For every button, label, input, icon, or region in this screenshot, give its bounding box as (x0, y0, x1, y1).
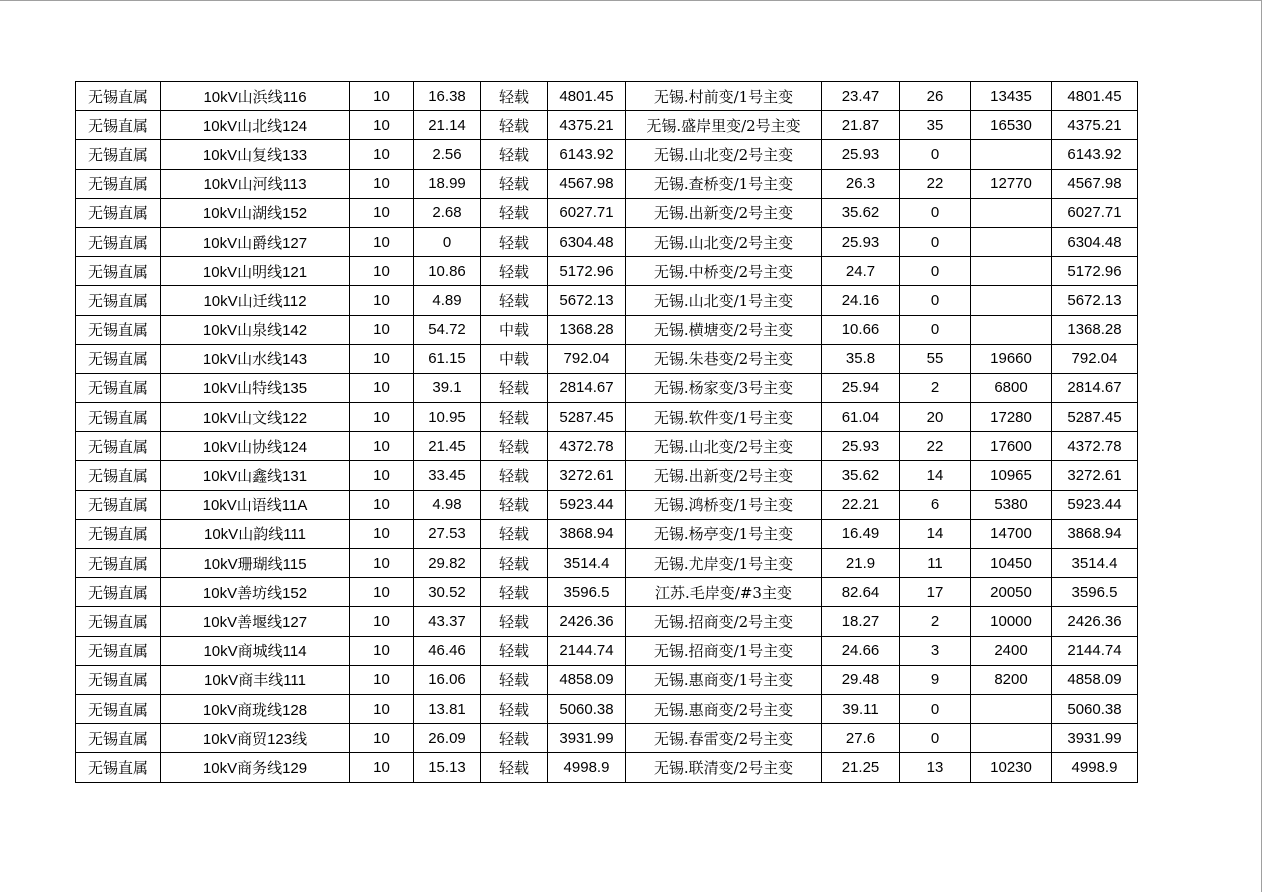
cell-unit: 无锡直属 (76, 519, 161, 548)
cell-count: 17 (900, 578, 971, 607)
cell-line-name: 10kV山协线124 (161, 432, 350, 461)
cell-capacity: 5172.96 (548, 257, 626, 286)
cell-load-rate: 2.56 (414, 140, 481, 169)
cell-load-rate: 21.45 (414, 432, 481, 461)
cell-transformer: 无锡.横塘变/2号主变 (626, 315, 822, 344)
cell-capacity: 3514.4 (548, 549, 626, 578)
cell-line-name: 10kV山北线124 (161, 111, 350, 140)
cell-capacity: 792.04 (548, 344, 626, 373)
cell-capacity: 4858.09 (548, 665, 626, 694)
cell-voltage: 10 (350, 753, 414, 782)
cell-transformer: 无锡.软件变/1号主变 (626, 403, 822, 432)
cell-voltage: 10 (350, 724, 414, 753)
cell-voltage: 10 (350, 578, 414, 607)
cell-transformer-rate: 61.04 (822, 403, 900, 432)
cell-line-name: 10kV山文线122 (161, 403, 350, 432)
cell-line-name: 10kV山鑫线131 (161, 461, 350, 490)
table-row (76, 665, 1138, 694)
cell-load-rate: 33.45 (414, 461, 481, 490)
cell-load-status: 轻载 (481, 227, 548, 256)
table-row (76, 490, 1138, 519)
cell-load-rate: 30.52 (414, 578, 481, 607)
cell-line-name: 10kV山湖线152 (161, 198, 350, 227)
cell-line-name: 10kV珊瑚线115 (161, 549, 350, 578)
cell-available: 2426.36 (1052, 607, 1138, 636)
cell-transformer: 无锡.惠商变/2号主变 (626, 694, 822, 723)
cell-total: 19660 (971, 344, 1052, 373)
cell-line-name: 10kV山浜线116 (161, 82, 350, 111)
cell-transformer-rate: 10.66 (822, 315, 900, 344)
cell-total: 8200 (971, 665, 1052, 694)
table-row (76, 373, 1138, 402)
cell-count: 14 (900, 519, 971, 548)
cell-load-rate: 21.14 (414, 111, 481, 140)
cell-load-status: 中载 (481, 344, 548, 373)
cell-transformer: 无锡.中桥变/2号主变 (626, 257, 822, 286)
cell-transformer: 无锡.山北变/2号主变 (626, 227, 822, 256)
cell-transformer: 无锡.杨家变/3号主变 (626, 373, 822, 402)
cell-voltage: 10 (350, 227, 414, 256)
cell-load-rate: 39.1 (414, 373, 481, 402)
cell-line-name: 10kV山韵线111 (161, 519, 350, 548)
cell-voltage: 10 (350, 257, 414, 286)
table-row (76, 344, 1138, 373)
cell-voltage: 10 (350, 490, 414, 519)
cell-voltage: 10 (350, 373, 414, 402)
cell-load-rate: 16.06 (414, 665, 481, 694)
cell-available: 5172.96 (1052, 257, 1138, 286)
cell-transformer: 无锡.查桥变/1号主变 (626, 169, 822, 198)
cell-transformer-rate: 21.25 (822, 753, 900, 782)
cell-total: 17600 (971, 432, 1052, 461)
cell-count: 0 (900, 257, 971, 286)
table-row (76, 140, 1138, 169)
cell-unit: 无锡直属 (76, 111, 161, 140)
cell-total (971, 724, 1052, 753)
cell-transformer: 无锡.尤岸变/1号主变 (626, 549, 822, 578)
cell-line-name: 10kV山复线133 (161, 140, 350, 169)
cell-transformer: 无锡.惠商变/1号主变 (626, 665, 822, 694)
cell-transformer-rate: 27.6 (822, 724, 900, 753)
cell-voltage: 10 (350, 694, 414, 723)
cell-load-status: 轻载 (481, 257, 548, 286)
cell-available: 2814.67 (1052, 373, 1138, 402)
cell-voltage: 10 (350, 549, 414, 578)
cell-available: 5672.13 (1052, 286, 1138, 315)
cell-line-name: 10kV商丰线111 (161, 665, 350, 694)
table-row (76, 403, 1138, 432)
cell-transformer: 江苏.毛岸变/#3主变 (626, 578, 822, 607)
cell-capacity: 4801.45 (548, 82, 626, 111)
table-row (76, 636, 1138, 665)
table-row (76, 607, 1138, 636)
cell-unit: 无锡直属 (76, 578, 161, 607)
table-row (76, 519, 1138, 548)
cell-load-rate: 46.46 (414, 636, 481, 665)
cell-capacity: 3596.5 (548, 578, 626, 607)
cell-unit: 无锡直属 (76, 315, 161, 344)
cell-line-name: 10kV山爵线127 (161, 227, 350, 256)
cell-load-rate: 2.68 (414, 198, 481, 227)
cell-transformer-rate: 24.66 (822, 636, 900, 665)
cell-unit: 无锡直属 (76, 403, 161, 432)
cell-capacity: 5672.13 (548, 286, 626, 315)
cell-transformer-rate: 26.3 (822, 169, 900, 198)
cell-voltage: 10 (350, 519, 414, 548)
cell-transformer-rate: 16.49 (822, 519, 900, 548)
cell-available: 6143.92 (1052, 140, 1138, 169)
table-row (76, 82, 1138, 111)
cell-transformer: 无锡.山北变/2号主变 (626, 432, 822, 461)
cell-capacity: 2144.74 (548, 636, 626, 665)
cell-count: 22 (900, 169, 971, 198)
cell-load-rate: 27.53 (414, 519, 481, 548)
cell-voltage: 10 (350, 286, 414, 315)
feeder-load-table (75, 81, 1138, 783)
cell-transformer: 无锡.招商变/1号主变 (626, 636, 822, 665)
cell-unit: 无锡直属 (76, 636, 161, 665)
cell-unit: 无锡直属 (76, 257, 161, 286)
cell-load-status: 轻载 (481, 82, 548, 111)
cell-capacity: 3931.99 (548, 724, 626, 753)
cell-unit: 无锡直属 (76, 82, 161, 111)
cell-transformer: 无锡.联清变/2号主变 (626, 753, 822, 782)
cell-count: 0 (900, 286, 971, 315)
cell-count: 35 (900, 111, 971, 140)
cell-voltage: 10 (350, 636, 414, 665)
cell-load-status: 轻载 (481, 753, 548, 782)
cell-available: 4372.78 (1052, 432, 1138, 461)
page-edge-top (0, 0, 1262, 1)
cell-transformer-rate: 25.93 (822, 432, 900, 461)
cell-count: 2 (900, 373, 971, 402)
cell-total (971, 315, 1052, 344)
cell-available: 6027.71 (1052, 198, 1138, 227)
cell-load-rate: 4.89 (414, 286, 481, 315)
table-row (76, 315, 1138, 344)
cell-voltage: 10 (350, 140, 414, 169)
cell-count: 22 (900, 432, 971, 461)
cell-load-status: 轻载 (481, 519, 548, 548)
cell-total: 13435 (971, 82, 1052, 111)
cell-unit: 无锡直属 (76, 607, 161, 636)
cell-transformer: 无锡.杨亭变/1号主变 (626, 519, 822, 548)
cell-load-status: 轻载 (481, 724, 548, 753)
cell-transformer: 无锡.春雷变/2号主变 (626, 724, 822, 753)
cell-unit: 无锡直属 (76, 753, 161, 782)
cell-unit: 无锡直属 (76, 169, 161, 198)
cell-load-status: 轻载 (481, 403, 548, 432)
cell-load-status: 轻载 (481, 198, 548, 227)
cell-available: 3931.99 (1052, 724, 1138, 753)
cell-transformer-rate: 25.93 (822, 227, 900, 256)
cell-available: 4998.9 (1052, 753, 1138, 782)
cell-count: 0 (900, 315, 971, 344)
cell-transformer: 无锡.山北变/1号主变 (626, 286, 822, 315)
cell-load-status: 轻载 (481, 636, 548, 665)
cell-count: 9 (900, 665, 971, 694)
cell-unit: 无锡直属 (76, 665, 161, 694)
cell-available: 4567.98 (1052, 169, 1138, 198)
cell-load-status: 轻载 (481, 286, 548, 315)
cell-line-name: 10kV商贸123线 (161, 724, 350, 753)
cell-line-name: 10kV山泉线142 (161, 315, 350, 344)
cell-load-status: 轻载 (481, 140, 548, 169)
cell-count: 0 (900, 694, 971, 723)
cell-total: 12770 (971, 169, 1052, 198)
cell-transformer-rate: 25.94 (822, 373, 900, 402)
cell-transformer-rate: 23.47 (822, 82, 900, 111)
cell-line-name: 10kV商珑线128 (161, 694, 350, 723)
cell-load-rate: 18.99 (414, 169, 481, 198)
cell-line-name: 10kV善堰线127 (161, 607, 350, 636)
cell-total: 6800 (971, 373, 1052, 402)
cell-total (971, 286, 1052, 315)
cell-transformer-rate: 18.27 (822, 607, 900, 636)
cell-load-status: 轻载 (481, 461, 548, 490)
cell-load-status: 轻载 (481, 549, 548, 578)
cell-line-name: 10kV山河线113 (161, 169, 350, 198)
cell-load-status: 轻载 (481, 373, 548, 402)
cell-load-status: 轻载 (481, 694, 548, 723)
cell-load-status: 轻载 (481, 432, 548, 461)
cell-transformer: 无锡.村前变/1号主变 (626, 82, 822, 111)
cell-available: 4858.09 (1052, 665, 1138, 694)
cell-transformer-rate: 21.9 (822, 549, 900, 578)
cell-total: 5380 (971, 490, 1052, 519)
cell-unit: 无锡直属 (76, 490, 161, 519)
cell-capacity: 6027.71 (548, 198, 626, 227)
cell-available: 5923.44 (1052, 490, 1138, 519)
cell-voltage: 10 (350, 607, 414, 636)
cell-available: 792.04 (1052, 344, 1138, 373)
cell-voltage: 10 (350, 344, 414, 373)
cell-transformer-rate: 35.8 (822, 344, 900, 373)
cell-unit: 无锡直属 (76, 227, 161, 256)
cell-line-name: 10kV山特线135 (161, 373, 350, 402)
cell-available: 6304.48 (1052, 227, 1138, 256)
cell-transformer: 无锡.鸿桥变/1号主变 (626, 490, 822, 519)
cell-capacity: 2426.36 (548, 607, 626, 636)
cell-load-status: 轻载 (481, 665, 548, 694)
table-row (76, 724, 1138, 753)
cell-total: 2400 (971, 636, 1052, 665)
cell-load-status: 中载 (481, 315, 548, 344)
cell-available: 2144.74 (1052, 636, 1138, 665)
cell-load-status: 轻载 (481, 490, 548, 519)
cell-transformer: 无锡.山北变/2号主变 (626, 140, 822, 169)
cell-available: 3514.4 (1052, 549, 1138, 578)
cell-count: 20 (900, 403, 971, 432)
cell-count: 26 (900, 82, 971, 111)
cell-count: 0 (900, 140, 971, 169)
cell-capacity: 3868.94 (548, 519, 626, 548)
cell-available: 4801.45 (1052, 82, 1138, 111)
cell-available: 3272.61 (1052, 461, 1138, 490)
cell-line-name: 10kV善坊线152 (161, 578, 350, 607)
cell-available: 1368.28 (1052, 315, 1138, 344)
cell-voltage: 10 (350, 432, 414, 461)
cell-voltage: 10 (350, 461, 414, 490)
cell-total (971, 257, 1052, 286)
cell-voltage: 10 (350, 169, 414, 198)
cell-unit: 无锡直属 (76, 432, 161, 461)
cell-transformer-rate: 21.87 (822, 111, 900, 140)
cell-load-rate: 29.82 (414, 549, 481, 578)
cell-total (971, 140, 1052, 169)
cell-load-rate: 0 (414, 227, 481, 256)
cell-load-status: 轻载 (481, 578, 548, 607)
cell-unit: 无锡直属 (76, 549, 161, 578)
cell-available: 4375.21 (1052, 111, 1138, 140)
cell-count: 11 (900, 549, 971, 578)
cell-load-rate: 10.86 (414, 257, 481, 286)
cell-total: 10230 (971, 753, 1052, 782)
cell-transformer-rate: 22.21 (822, 490, 900, 519)
cell-transformer-rate: 24.16 (822, 286, 900, 315)
cell-unit: 无锡直属 (76, 694, 161, 723)
cell-capacity: 6304.48 (548, 227, 626, 256)
cell-load-rate: 16.38 (414, 82, 481, 111)
cell-capacity: 4372.78 (548, 432, 626, 461)
cell-load-rate: 13.81 (414, 694, 481, 723)
cell-unit: 无锡直属 (76, 344, 161, 373)
cell-total: 17280 (971, 403, 1052, 432)
table-row (76, 227, 1138, 256)
cell-load-rate: 15.13 (414, 753, 481, 782)
cell-voltage: 10 (350, 403, 414, 432)
cell-unit: 无锡直属 (76, 140, 161, 169)
cell-line-name: 10kV商务线129 (161, 753, 350, 782)
cell-transformer: 无锡.招商变/2号主变 (626, 607, 822, 636)
cell-voltage: 10 (350, 315, 414, 344)
cell-transformer-rate: 35.62 (822, 198, 900, 227)
cell-available: 3596.5 (1052, 578, 1138, 607)
cell-available: 5287.45 (1052, 403, 1138, 432)
cell-count: 0 (900, 198, 971, 227)
cell-transformer: 无锡.盛岸里变/2号主变 (626, 111, 822, 140)
cell-capacity: 4998.9 (548, 753, 626, 782)
cell-load-rate: 10.95 (414, 403, 481, 432)
cell-available: 3868.94 (1052, 519, 1138, 548)
cell-capacity: 1368.28 (548, 315, 626, 344)
table-row (76, 111, 1138, 140)
table-row (76, 461, 1138, 490)
cell-capacity: 5923.44 (548, 490, 626, 519)
cell-load-status: 轻载 (481, 607, 548, 636)
cell-total (971, 227, 1052, 256)
cell-total: 10450 (971, 549, 1052, 578)
cell-available: 5060.38 (1052, 694, 1138, 723)
cell-capacity: 4567.98 (548, 169, 626, 198)
cell-capacity: 5060.38 (548, 694, 626, 723)
cell-total: 10000 (971, 607, 1052, 636)
cell-line-name: 10kV山水线143 (161, 344, 350, 373)
cell-total: 16530 (971, 111, 1052, 140)
cell-count: 0 (900, 227, 971, 256)
cell-unit: 无锡直属 (76, 198, 161, 227)
table-row (76, 432, 1138, 461)
cell-voltage: 10 (350, 198, 414, 227)
cell-load-rate: 43.37 (414, 607, 481, 636)
cell-transformer: 无锡.朱巷变/2号主变 (626, 344, 822, 373)
cell-load-rate: 61.15 (414, 344, 481, 373)
cell-count: 13 (900, 753, 971, 782)
table-row (76, 549, 1138, 578)
cell-load-rate: 4.98 (414, 490, 481, 519)
table-row (76, 578, 1138, 607)
table-row (76, 257, 1138, 286)
cell-total (971, 694, 1052, 723)
cell-line-name: 10kV山明线121 (161, 257, 350, 286)
cell-transformer: 无锡.出新变/2号主变 (626, 198, 822, 227)
cell-line-name: 10kV商城线114 (161, 636, 350, 665)
table-row (76, 169, 1138, 198)
table-row (76, 694, 1138, 723)
cell-count: 55 (900, 344, 971, 373)
cell-capacity: 6143.92 (548, 140, 626, 169)
cell-capacity: 2814.67 (548, 373, 626, 402)
table-row (76, 198, 1138, 227)
cell-count: 6 (900, 490, 971, 519)
cell-voltage: 10 (350, 665, 414, 694)
cell-transformer-rate: 35.62 (822, 461, 900, 490)
cell-voltage: 10 (350, 111, 414, 140)
cell-unit: 无锡直属 (76, 724, 161, 753)
cell-count: 14 (900, 461, 971, 490)
table-body (76, 82, 1138, 783)
cell-total: 20050 (971, 578, 1052, 607)
cell-total: 10965 (971, 461, 1052, 490)
cell-load-rate: 26.09 (414, 724, 481, 753)
cell-load-status: 轻载 (481, 169, 548, 198)
cell-unit: 无锡直属 (76, 286, 161, 315)
cell-line-name: 10kV山迁线112 (161, 286, 350, 315)
cell-transformer-rate: 82.64 (822, 578, 900, 607)
cell-voltage: 10 (350, 82, 414, 111)
cell-count: 0 (900, 724, 971, 753)
cell-transformer-rate: 24.7 (822, 257, 900, 286)
cell-total (971, 198, 1052, 227)
cell-count: 2 (900, 607, 971, 636)
table-row (76, 286, 1138, 315)
cell-load-status: 轻载 (481, 111, 548, 140)
cell-transformer-rate: 29.48 (822, 665, 900, 694)
cell-line-name: 10kV山语线11A (161, 490, 350, 519)
cell-count: 3 (900, 636, 971, 665)
table-row (76, 753, 1138, 782)
cell-capacity: 5287.45 (548, 403, 626, 432)
cell-transformer: 无锡.出新变/2号主变 (626, 461, 822, 490)
cell-total: 14700 (971, 519, 1052, 548)
cell-unit: 无锡直属 (76, 373, 161, 402)
cell-transformer-rate: 39.11 (822, 694, 900, 723)
cell-load-rate: 54.72 (414, 315, 481, 344)
cell-unit: 无锡直属 (76, 461, 161, 490)
cell-transformer-rate: 25.93 (822, 140, 900, 169)
cell-capacity: 3272.61 (548, 461, 626, 490)
cell-capacity: 4375.21 (548, 111, 626, 140)
